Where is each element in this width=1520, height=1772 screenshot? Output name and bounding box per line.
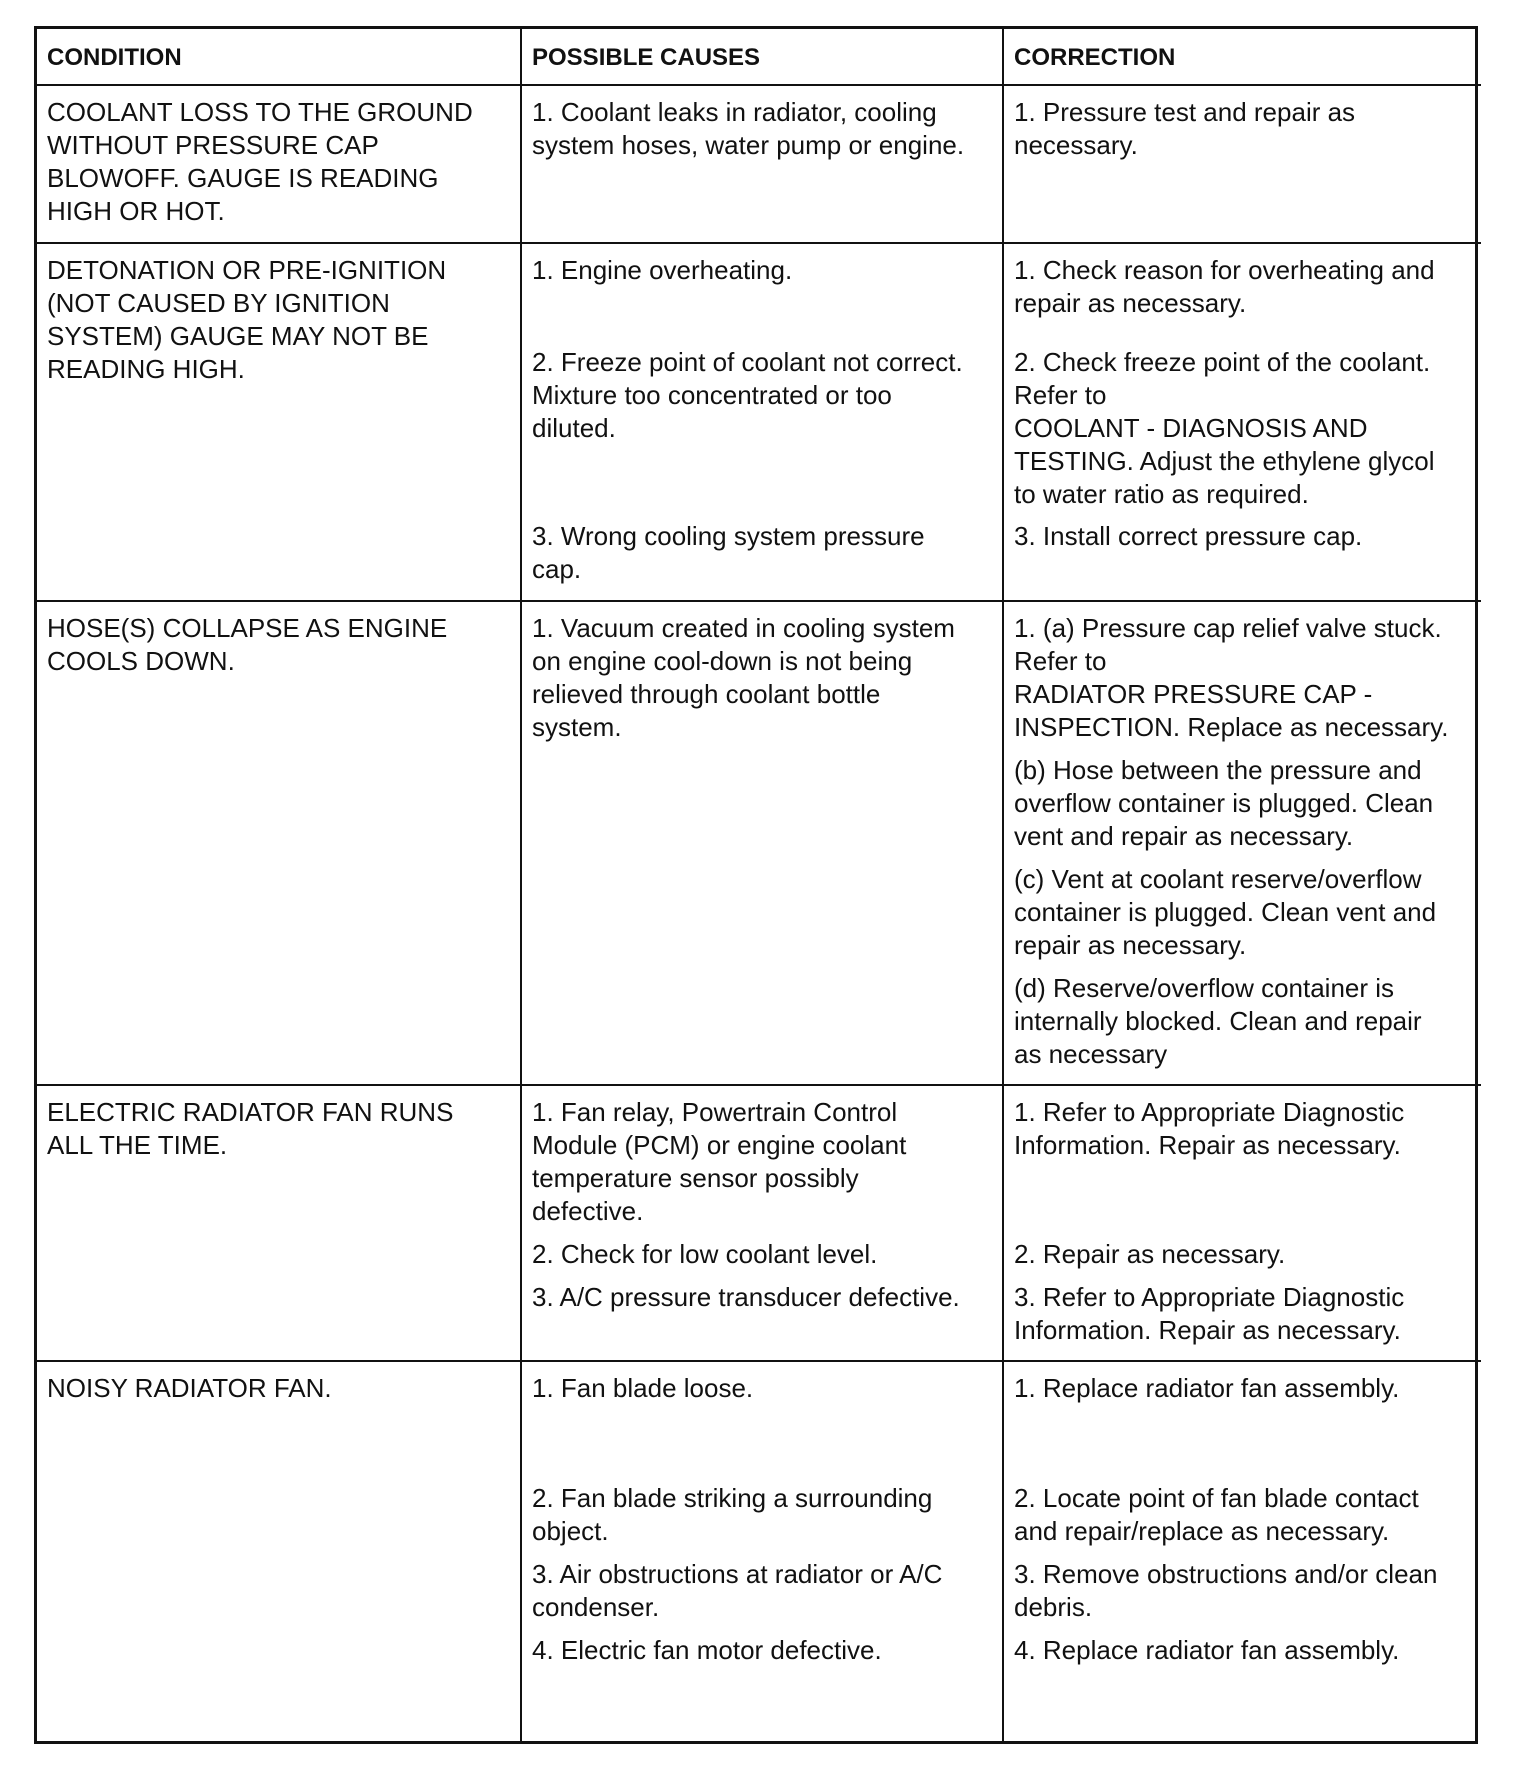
correction-cell — [1003, 85, 1481, 243]
correction-cell — [1003, 1085, 1481, 1361]
header-row — [37, 29, 1481, 85]
correction-item: 1. Replace radiator fan assembly. — [1014, 1373, 1400, 1403]
cause-item: 4. Electric fan motor defective. — [532, 1635, 882, 1665]
cause-item: 3. A/C pressure transducer defective. — [532, 1282, 960, 1312]
correction-item: (b) Hose between the pressure and overflow container is plugged. Clean vent and repair as necessary. — [1014, 755, 1434, 851]
correction-item: (c) Vent at coolant reserve/overflow container is plugged. Clean vent and repair as necessary. — [1014, 864, 1437, 960]
cause-item: 3. Air obstructions at radiator or A/C condenser. — [532, 1559, 943, 1622]
condition-cell: COOLANT LOSS TO THE GROUND WITHOUT PRESSURE CAP BLOWOFF. GAUGE IS READING HIGH OR HOT. — [37, 85, 521, 243]
condition-cell: NOISY RADIATOR FAN. — [37, 1361, 521, 1741]
column-header-condition: CONDITION — [37, 29, 521, 85]
correction-item: 1. (a) Pressure cap relief valve stuck. Refer to RADIATOR PRESSURE CAP - INSPECTION. Replace as necessary. — [1014, 613, 1449, 742]
table-row — [37, 601, 1481, 1085]
correction-item: 2. Locate point of fan blade contact and repair/replace as necessary. — [1014, 1483, 1419, 1546]
column-header-causes: POSSIBLE CAUSES — [521, 29, 1003, 85]
correction-cell — [1003, 601, 1481, 1085]
correction-cell — [1003, 243, 1481, 601]
condition-cell: ELECTRIC RADIATOR FAN RUNS ALL THE TIME. — [37, 1085, 521, 1361]
condition-cell: HOSE(S) COLLAPSE AS ENGINE COOLS DOWN. — [37, 601, 521, 1085]
cause-item: 1. Coolant leaks in radiator, cooling system hoses, water pump or engine. — [532, 97, 965, 160]
correction-item: 2. Check freeze point of the coolant. Refer to COOLANT - DIAGNOSIS AND TESTING. Adjust the ethylene glycol to water ratio as required. — [1014, 347, 1435, 509]
diagnosis-table-frame — [34, 26, 1478, 1744]
correction-item: 4. Replace radiator fan assembly. — [1014, 1635, 1400, 1665]
correction-item: 1. Check reason for overheating and repair as necessary. — [1014, 255, 1435, 318]
cause-item: 1. Vacuum created in cooling system on engine cool-down is not being relieved through coolant bottle system. — [532, 613, 955, 742]
correction-item: 3. Install correct pressure cap. — [1014, 521, 1363, 551]
table-row — [37, 85, 1481, 243]
correction-item: 1. Refer to Appropriate Diagnostic Information. Repair as necessary. — [1014, 1097, 1405, 1160]
correction-item: (d) Reserve/overflow container is internally blocked. Clean and repair as necessary — [1014, 973, 1422, 1069]
correction-item: 1. Pressure test and repair as necessary. — [1014, 97, 1356, 160]
correction-item: 3. Refer to Appropriate Diagnostic Information. Repair as necessary. — [1014, 1282, 1405, 1345]
table-row — [37, 1361, 1481, 1741]
causes-cell — [521, 243, 1003, 601]
cause-item: 2. Fan blade striking a surrounding object. — [532, 1483, 933, 1546]
condition-cell: DETONATION OR PRE-IGNITION (NOT CAUSED BY IGNITION SYSTEM) GAUGE MAY NOT BE READING HIGH. — [37, 243, 521, 601]
causes-cell — [521, 85, 1003, 243]
table-row — [37, 1085, 1481, 1361]
cooling-system-diagnosis-table — [37, 29, 1481, 1741]
cause-item: 2. Check for low coolant level. — [532, 1239, 878, 1269]
correction-cell — [1003, 1361, 1481, 1741]
cause-item: 3. Wrong cooling system pressure cap. — [532, 521, 925, 584]
causes-cell — [521, 601, 1003, 1085]
cause-item: 2. Freeze point of coolant not correct. Mixture too concentrated or too diluted. — [532, 347, 963, 443]
table-row — [37, 243, 1481, 601]
column-header-correction: CORRECTION — [1003, 29, 1481, 85]
causes-cell — [521, 1361, 1003, 1741]
cause-item: 1. Fan relay, Powertrain Control Module (PCM) or engine coolant temperature sensor possibly defective. — [532, 1097, 907, 1226]
cause-item: 1. Engine overheating. — [532, 255, 793, 285]
cause-item: 1. Fan blade loose. — [532, 1373, 754, 1403]
causes-cell — [521, 1085, 1003, 1361]
correction-item: 2. Repair as necessary. — [1014, 1239, 1286, 1269]
correction-item: 3. Remove obstructions and/or clean debris. — [1014, 1559, 1438, 1622]
